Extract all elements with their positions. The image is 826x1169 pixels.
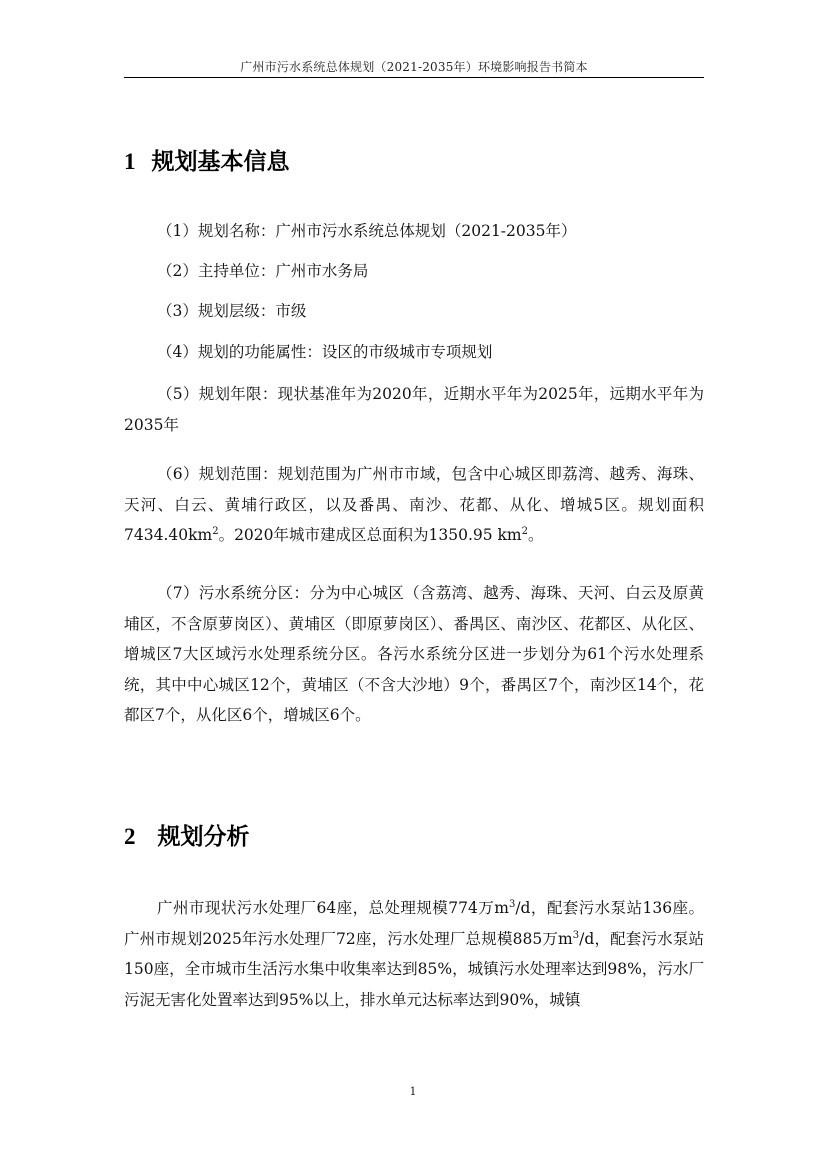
section-1-title: 规划基本信息 [151,149,290,175]
analysis-text-b: /d，配套污水泵站136座。广州市规划2025年污水处理厂72座，污水处理厂总规模885万m [124,899,705,948]
running-header: 广州市污水系统总体规划（2021-2035年）环境影响报告书简本 [240,60,588,74]
item-plan-scope [124,459,704,551]
analysis-text-c: /d，配套污水泵站150座，全市城市生活污水集中收集率达到85%，城镇污水处理率达到98%，污水厂污泥无害化处置率达到95%以上，排水单元达标率达到90%，城镇 [124,929,704,1009]
analysis-sup-1: 3 [508,898,516,910]
item-function-attribute: （4）规划的功能属性：设区的市级城市专项规划 [157,343,493,361]
section-1-heading [124,143,290,176]
item-sewage-zoning: （7）污水系统分区：分为中心城区（含荔湾、越秀、海珠、天河、白云及原黄埔区，不含原萝岗区）、黄埔区（即原萝岗区）、番禺区、南沙区、花都区、从化区、增城区7大区域污水处理系统分区。各污水系统分区进一步划分为61个污水处理系统，其中中心城区12个，黄埔区（不含大沙地）9个，番禺区7个，南沙区14个，花都区7个，从化区6个，增城区6个。 [124,584,704,724]
header-divider [124,77,704,78]
scope-text-a: （6）规划范围：规划范围为广州市市域，包含中心城区即荔湾、越秀、海珠、天河、白云、黄埔行政区，以及番禺、南沙、花都、从化、增城5区。规划面积7434.40km [124,465,704,544]
scope-sup-1: 2 [212,525,219,537]
item-host-unit: （2）主持单位：广州市水务局 [157,262,369,280]
scope-sup-2: 2 [521,525,528,537]
section-1-number: 1 [124,149,136,174]
scope-text-b: 。2020年城市建成区总面积为1350.95 km [218,526,522,544]
analysis-sup-2: 3 [572,929,580,941]
section-2-heading [124,818,250,851]
section-2-number: 2 [124,824,136,849]
item-plan-name: （1）规划名称：广州市污水系统总体规划（2021-2035年） [157,222,577,240]
page-number: 1 [409,1085,417,1098]
item-plan-period: （5）规划年限：现状基准年为2020年，近期水平年为2025年，远期水平年为2035年 [124,385,704,434]
planning-analysis-paragraph [124,893,704,1015]
section-2-title: 规划分析 [157,824,250,850]
analysis-text-a: 广州市现状污水处理厂64座，总处理规模774万m [157,899,509,917]
item-plan-level: （3）规划层级：市级 [157,302,307,320]
scope-text-c: 。 [528,526,544,544]
